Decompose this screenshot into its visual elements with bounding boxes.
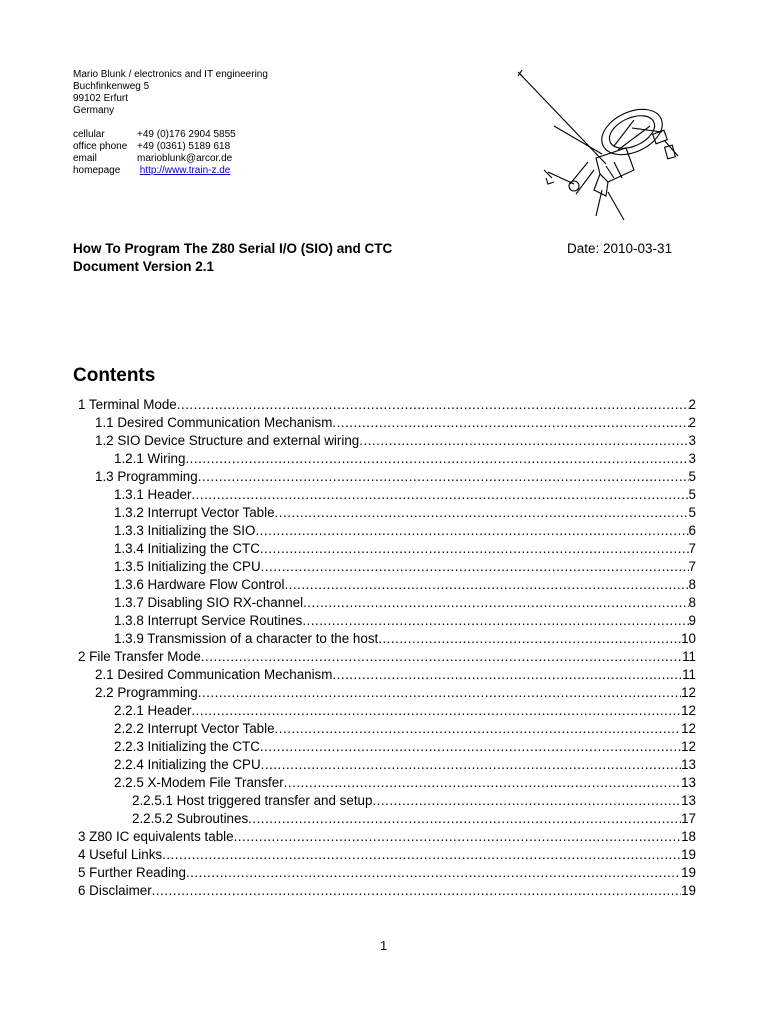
toc-entry-title: 2 File Transfer Mode xyxy=(78,649,201,664)
toc-entry-title: 1.3.4 Initializing the CTC xyxy=(114,541,260,556)
toc-entry-page: 8 xyxy=(688,595,696,610)
page-number: 1 xyxy=(380,938,388,953)
toc-entry-page: 5 xyxy=(688,487,696,502)
toc-entry-title: 2.2.5 X-Modem File Transfer xyxy=(114,775,284,790)
toc-leader-dots xyxy=(186,864,681,882)
author-country: Germany xyxy=(73,105,115,116)
toc-entry[interactable] xyxy=(78,828,696,846)
toc-entry-title: 2.2.1 Header xyxy=(114,703,192,718)
toc-entry[interactable] xyxy=(78,702,696,720)
toc-entry-page: 11 xyxy=(682,649,696,664)
toc-entry-page: 13 xyxy=(681,793,696,808)
toc-entry-title: 1.3.9 Transmission of a character to the host xyxy=(114,631,379,646)
toc-leader-dots xyxy=(177,396,689,414)
toc-entry-page: 3 xyxy=(688,451,696,466)
toc-leader-dots xyxy=(284,774,681,792)
toc-leader-dots xyxy=(359,432,688,450)
toc-entry[interactable] xyxy=(78,594,696,612)
toc-leader-dots xyxy=(303,594,688,612)
toc-leader-dots xyxy=(162,846,681,864)
toc-entry[interactable] xyxy=(78,486,696,504)
toc-entry[interactable] xyxy=(78,774,696,792)
toc-entry[interactable] xyxy=(78,792,696,810)
toc-entry[interactable] xyxy=(78,738,696,756)
toc-entry-page: 19 xyxy=(681,865,696,880)
toc-entry-page: 12 xyxy=(681,685,696,700)
toc-leader-dots xyxy=(255,522,688,540)
toc-entry-page: 18 xyxy=(681,829,696,844)
toc-leader-dots xyxy=(284,576,688,594)
toc-leader-dots xyxy=(234,828,682,846)
contact-label: homepage xyxy=(73,165,121,176)
toc-entry-title: 3 Z80 IC equivalents table xyxy=(78,829,234,844)
homepage-link-wrapper xyxy=(137,165,230,177)
toc-entry-title: 1.3.5 Initializing the CPU xyxy=(114,559,261,574)
author-city: 99102 Erfurt xyxy=(73,93,129,104)
toc-entry-title: 1.3.8 Interrupt Service Routines xyxy=(114,613,303,628)
toc-entry-title: 1.3 Programming xyxy=(95,469,198,484)
toc-entry-title: 1.1 Desired Communication Mechanism xyxy=(95,415,333,430)
toc-entry-title: 1.3.7 Disabling SIO RX-channel xyxy=(114,595,304,610)
toc-entry[interactable] xyxy=(78,846,696,864)
toc-entry[interactable] xyxy=(78,666,696,684)
toc-entry[interactable] xyxy=(78,720,696,738)
toc-entry-title: 6 Disclaimer xyxy=(78,883,152,898)
toc-entry-title: 1.3.2 Interrupt Vector Table xyxy=(114,505,275,520)
toc-entry[interactable] xyxy=(78,756,696,774)
toc-entry-title: 1.3.6 Hardware Flow Control xyxy=(114,577,285,592)
toc-entry-page: 12 xyxy=(681,739,696,754)
toc-entry[interactable] xyxy=(78,414,696,432)
toc-entry-title: 5 Further Reading xyxy=(78,865,186,880)
author-address xyxy=(73,69,268,117)
toc-entry-page: 10 xyxy=(681,631,696,646)
toc-entry-title: 1.3.3 Initializing the SIO xyxy=(114,523,256,538)
toc-leader-dots xyxy=(191,702,681,720)
toc-entry-page: 13 xyxy=(681,775,696,790)
toc-leader-dots xyxy=(260,540,689,558)
toc-entry-page: 6 xyxy=(688,523,696,538)
toc-entry-page: 9 xyxy=(688,613,696,628)
toc-entry[interactable] xyxy=(78,810,696,828)
toc-leader-dots xyxy=(302,612,688,630)
author-street: Buchfinkenweg 5 xyxy=(73,81,150,92)
contents-heading: Contents xyxy=(73,365,156,386)
toc-entry[interactable] xyxy=(78,504,696,522)
toc-entry[interactable] xyxy=(78,882,696,900)
toc-entry[interactable] xyxy=(78,468,696,486)
toc-entry[interactable] xyxy=(78,450,696,468)
toc-leader-dots xyxy=(261,558,689,576)
toc-entry[interactable] xyxy=(78,648,696,666)
contact-value: +49 (0)176 2904 5855 xyxy=(137,129,236,140)
toc-entry-title: 2.2.3 Initializing the CTC xyxy=(114,739,260,754)
toc-leader-dots xyxy=(152,882,681,900)
toc-entry-title: 1 Terminal Mode xyxy=(78,397,177,412)
toc-entry-title: 2.2.2 Interrupt Vector Table xyxy=(114,721,275,736)
toc-entry-page: 7 xyxy=(688,559,696,574)
toc-entry[interactable] xyxy=(78,576,696,594)
toc-entry[interactable] xyxy=(78,612,696,630)
toc-entry-title: 2.2 Programming xyxy=(95,685,198,700)
contact-value: marioblunk@arcor.de xyxy=(137,153,233,164)
toc-entry-page: 5 xyxy=(688,505,696,520)
toc-entry-page: 13 xyxy=(681,757,696,772)
toc-entry-page: 12 xyxy=(681,703,696,718)
toc-entry-page: 7 xyxy=(688,541,696,556)
toc-entry-title: 2.2.4 Initializing the CPU xyxy=(114,757,261,772)
table-of-contents xyxy=(78,396,696,900)
toc-entry[interactable] xyxy=(78,432,696,450)
contact-details xyxy=(73,129,236,177)
toc-entry[interactable] xyxy=(78,522,696,540)
toc-entry-page: 5 xyxy=(688,469,696,484)
document-title: How To Program The Z80 Serial I/O (SIO) and CTC xyxy=(73,241,393,256)
contact-value: +49 (0361) 5189 618 xyxy=(137,141,231,152)
toc-entry-page: 17 xyxy=(681,811,696,826)
toc-leader-dots xyxy=(332,414,688,432)
toc-entry-page: 2 xyxy=(688,397,696,412)
author-name: Mario Blunk / electronics and IT engineering xyxy=(73,69,268,80)
toc-entry-page: 2 xyxy=(688,415,696,430)
spacecraft-drawing-icon xyxy=(514,66,684,222)
toc-entry-page: 11 xyxy=(682,667,696,682)
toc-entry-title: 1.2.1 Wiring xyxy=(114,451,186,466)
toc-entry[interactable] xyxy=(78,684,696,702)
toc-entry-title: 2.2.5.1 Host triggered transfer and setup xyxy=(132,793,373,808)
toc-leader-dots xyxy=(378,630,681,648)
toc-leader-dots xyxy=(275,504,689,522)
toc-leader-dots xyxy=(372,792,681,810)
toc-entry[interactable] xyxy=(78,558,696,576)
toc-entry-title: 2.1 Desired Communication Mechanism xyxy=(95,667,333,682)
contact-label: email xyxy=(73,153,97,164)
toc-entry-title: 4 Useful Links xyxy=(78,847,163,862)
toc-leader-dots xyxy=(198,468,689,486)
toc-entry-title: 1.2 SIO Device Structure and external wiring xyxy=(95,433,360,448)
toc-entry-page: 19 xyxy=(681,883,696,898)
toc-leader-dots xyxy=(248,810,681,828)
toc-entry[interactable] xyxy=(78,396,696,414)
contact-label: cellular xyxy=(73,129,105,140)
toc-entry[interactable] xyxy=(78,864,696,882)
contact-row-cellular xyxy=(73,129,236,141)
toc-leader-dots xyxy=(261,756,681,774)
contact-label: office phone xyxy=(73,141,128,152)
toc-leader-dots xyxy=(198,684,681,702)
toc-leader-dots xyxy=(191,486,688,504)
toc-entry-page: 19 xyxy=(681,847,696,862)
toc-leader-dots xyxy=(275,720,682,738)
contact-row-email xyxy=(73,153,236,165)
contact-row-homepage xyxy=(73,165,236,177)
toc-entry-page: 12 xyxy=(681,721,696,736)
document-version: Document Version 2.1 xyxy=(73,259,215,274)
toc-entry-title: 2.2.5.2 Subroutines xyxy=(132,811,249,826)
toc-leader-dots xyxy=(260,738,681,756)
document-title-block xyxy=(73,240,392,276)
toc-leader-dots xyxy=(185,450,688,468)
document-date: Date: 2010-03-31 xyxy=(567,241,673,256)
toc-leader-dots xyxy=(201,648,682,666)
toc-entry[interactable] xyxy=(78,630,696,648)
toc-entry[interactable] xyxy=(78,540,696,558)
toc-entry-page: 8 xyxy=(688,577,696,592)
toc-entry-page: 3 xyxy=(688,433,696,448)
toc-entry-title: 1.3.1 Header xyxy=(114,487,192,502)
homepage-link[interactable]: http://www.train-z.de xyxy=(139,165,231,176)
toc-leader-dots xyxy=(332,666,682,684)
contact-row-office-phone xyxy=(73,141,236,153)
